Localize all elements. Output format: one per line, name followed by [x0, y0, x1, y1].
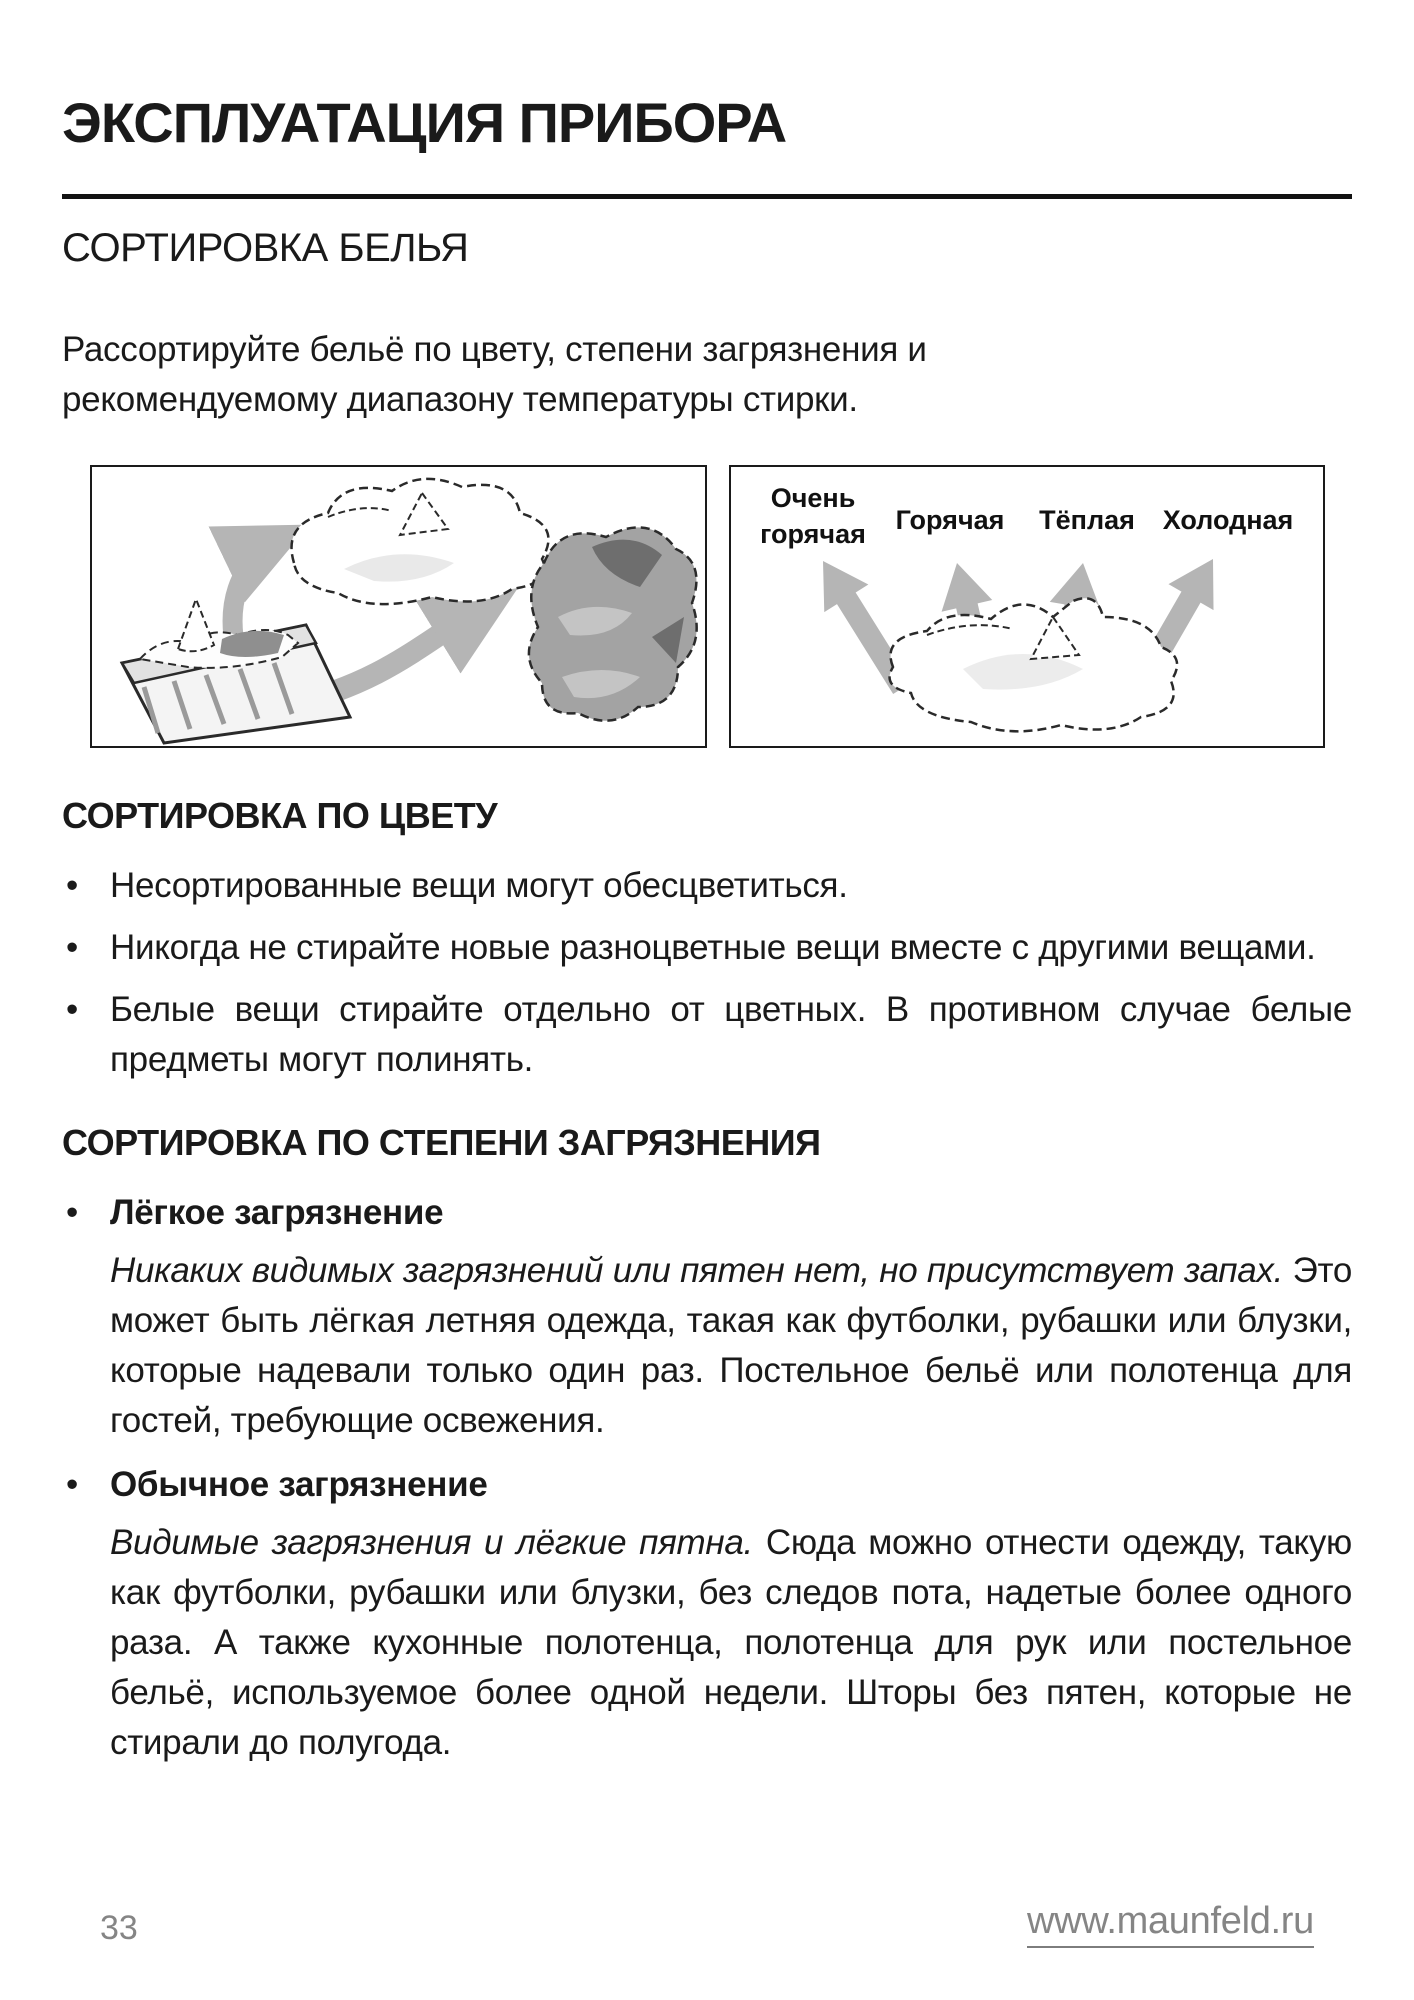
- soil-item-normal: [62, 1460, 1352, 1768]
- light-laundry-pile: [292, 478, 549, 603]
- soil-lead-normal: Видимые загрязнения и лёгкие пятна.: [110, 1522, 753, 1562]
- page-subtitle: СОРТИРОВКА БЕЛЬЯ: [62, 225, 469, 270]
- temp-label-warm: Тёплая: [1039, 504, 1135, 535]
- temp-label-hot: Горячая: [895, 504, 1005, 535]
- soil-term-normal: • Обычное загрязнение: [62, 1460, 1352, 1510]
- temperature-illustration-svg: [731, 467, 1323, 746]
- bullet-unsorted: • Несортированные вещи могут обесцветиться.: [62, 861, 1352, 911]
- soil-item-light: [62, 1188, 1352, 1446]
- bullet-whites-separate: • Белые вещи стирайте отдельно от цветных. В противном случае белые предметы могут полинять.: [62, 985, 1352, 1085]
- figure-sorting-illustration: [90, 465, 707, 748]
- soil-body-light: Это может быть лёгкая летняя одежда, такая как футболки, рубашки или блузки, которые надевали только один раз. Постельное бельё или полотенца для гостей, требующие освежения.: [110, 1250, 1352, 1440]
- bullet-new-colored: • Никогда не стирайте новые разноцветные вещи вместе с другими вещами.: [62, 923, 1352, 973]
- temp-label-cold: Холодная: [1162, 504, 1294, 535]
- dark-laundry-pile: [529, 527, 697, 720]
- soil-paragraph-light: [110, 1246, 1352, 1446]
- page-number: 33: [100, 1909, 138, 1947]
- section-heading-by-color: СОРТИРОВКА ПО ЦВЕТУ: [62, 794, 498, 836]
- sorting-illustration-svg: [92, 467, 705, 746]
- soil-paragraph-normal: [110, 1518, 1352, 1768]
- soil-body-normal: Сюда можно отнести одежду, такую как футболки, рубашки или блузки, без следов пота, надетые более одного раза. А также кухонные полотенца, полотенца для рук или постельное бельё, используемое более одной недели. Шторы без пятен, которые не стирали до полугода.: [110, 1522, 1352, 1762]
- temp-label-very-hot-line2: горячая: [760, 518, 866, 549]
- figure-temperature-illustration: [729, 465, 1325, 748]
- temp-label-very-hot-line1: Очень: [770, 482, 856, 513]
- page-footer: [100, 1900, 1314, 1948]
- soil-term-light: • Лёгкое загрязнение: [62, 1188, 1352, 1238]
- website-link[interactable]: www.maunfeld.ru: [1027, 1900, 1314, 1948]
- laundry-pile: [890, 598, 1178, 731]
- intro-paragraph: Рассортируйте бельё по цвету, степени загрязнения и рекомендуемому диапазону температуры стирки.: [62, 329, 927, 419]
- color-bullet-list: [62, 861, 1352, 1085]
- figures-row: [90, 465, 1352, 748]
- title-divider: [62, 194, 1352, 199]
- section-heading-by-soil: СОРТИРОВКА ПО СТЕПЕНИ ЗАГРЯЗНЕНИЯ: [62, 1121, 821, 1163]
- soil-lead-light: Никаких видимых загрязнений или пятен нет, но присутствует запах.: [110, 1250, 1284, 1290]
- page-title: ЭКСПЛУАТАЦИЯ ПРИБОРА: [62, 91, 787, 154]
